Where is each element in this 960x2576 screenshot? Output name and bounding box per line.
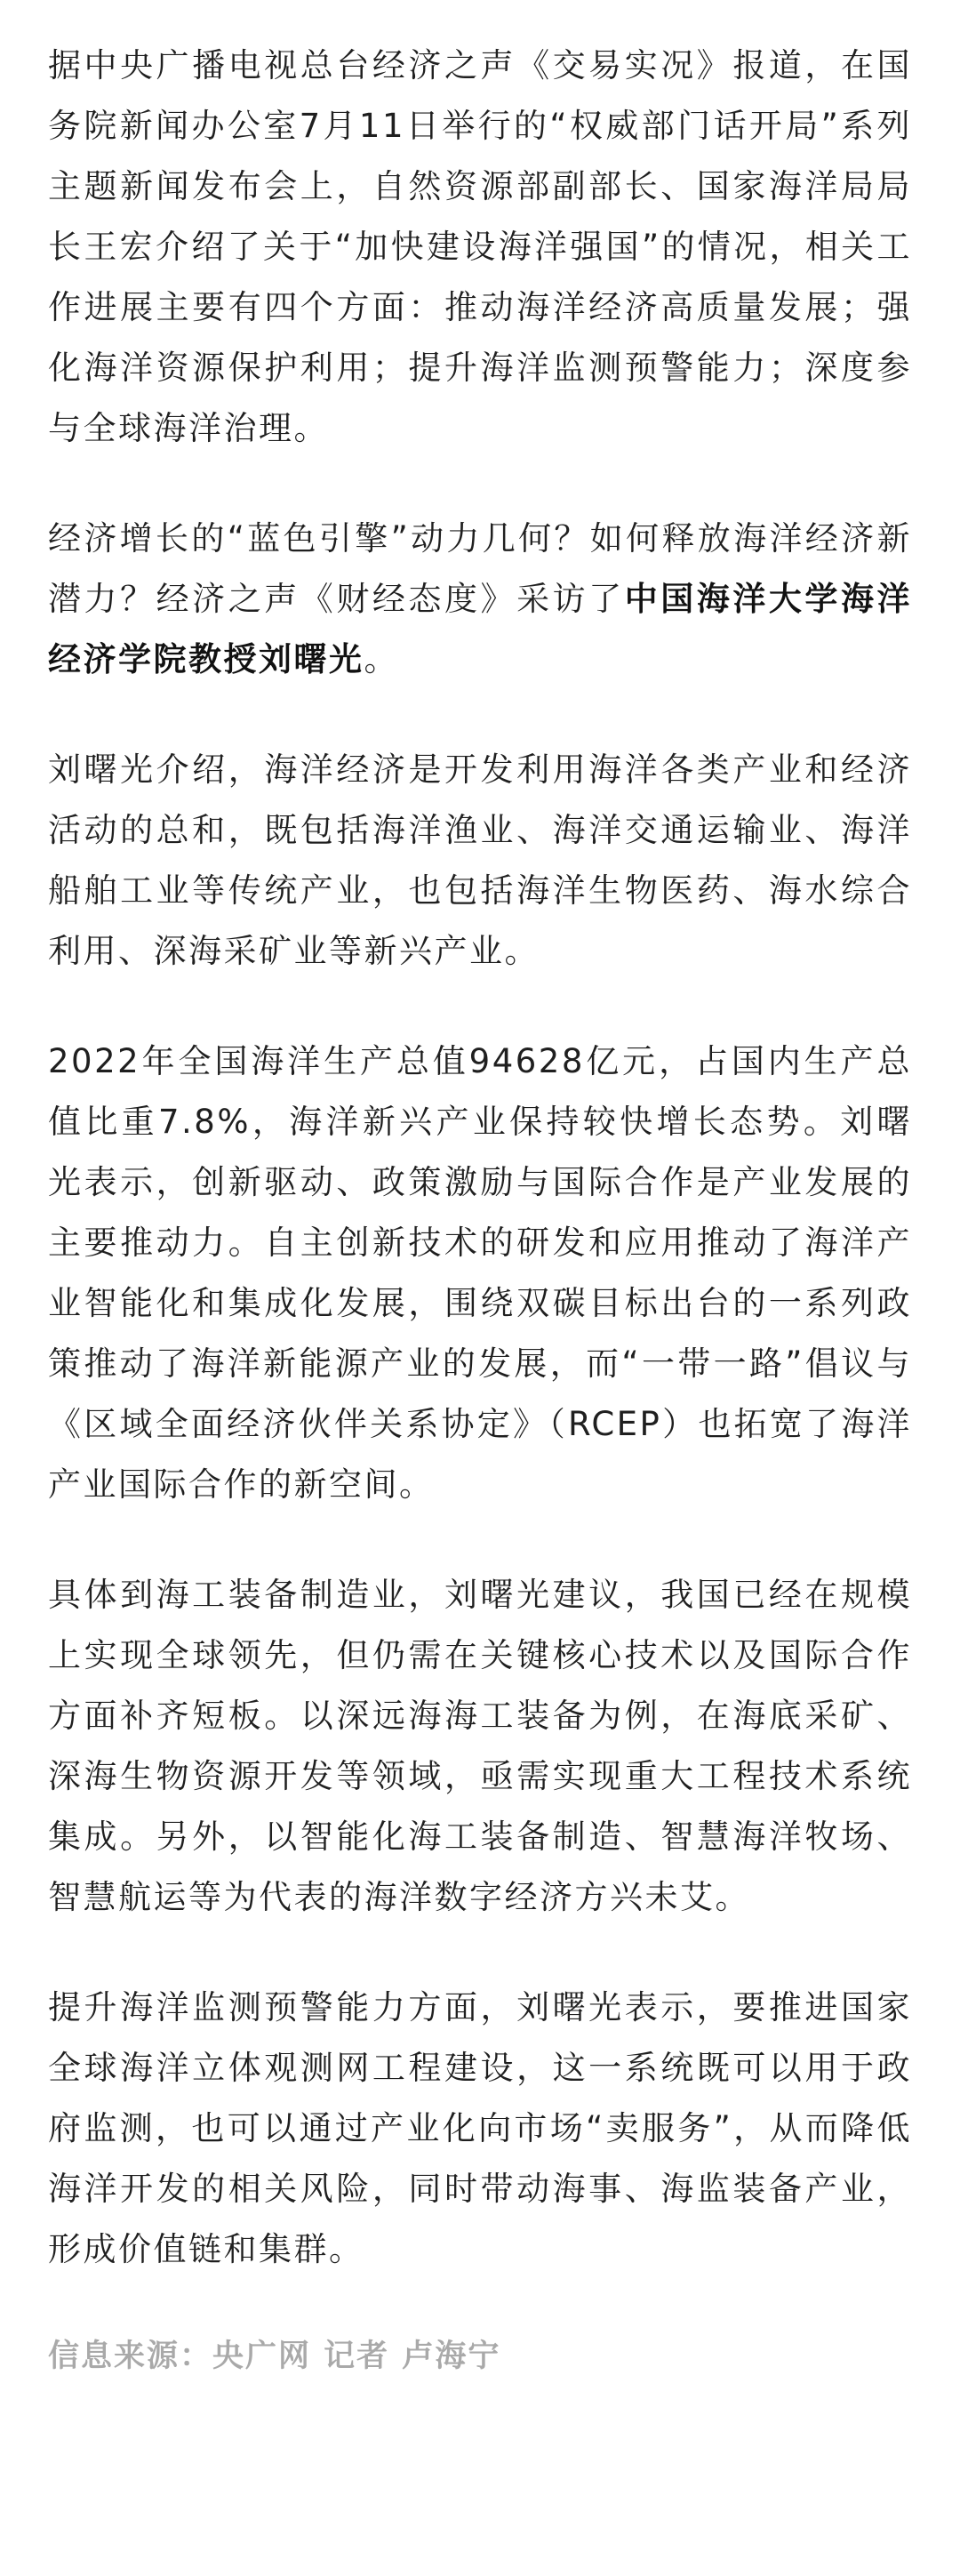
paragraph-interview	[48, 509, 912, 690]
paragraph-intro: 据中央广播电视总台经济之声《交易实况》报道，在国务院新闻办公室7月11日举行的“权威部门话开局”系列主题新闻发布会上，自然资源部副部长、国家海洋局局长王宏介绍了关于“加快建设海洋强国”的情况，相关工作进展主要有四个方面：推动海洋经济高质量发展；强化海洋资源保护利用；提升海洋监测预警能力；深度参与全球海洋治理。	[48, 46, 912, 447]
paragraph-interview-end: 。	[364, 640, 399, 678]
paragraph-equipment: 具体到海工装备制造业，刘曙光建议，我国已经在规模上实现全球领先，但仍需在关键核心技术以及国际合作方面补齐短板。以深远海海工装备为例，在海底采矿、深海生物资源开发等领域，亟需实现重大工程技术系统集成。另外，以智能化海工装备制造、智慧海洋牧场、智慧航运等为代表的海洋数字经济方兴未艾。	[48, 1576, 912, 1916]
paragraph-definition: 刘曙光介绍，海洋经济是开发利用海洋各类产业和经济活动的总和，既包括海洋渔业、海洋交通运输业、海洋船舶工业等传统产业，也包括海洋生物医药、海水综合利用、深海采矿业等新兴产业。	[48, 750, 912, 970]
source-credit: 信息来源：央广网 记者 卢海宁	[48, 2339, 501, 2374]
paragraph-interview-text: 经济增长的“蓝色引擎”动力几何？如何释放海洋经济新潜力？经济之声《财经态度》采访了	[48, 519, 912, 618]
paragraph-monitoring: 提升海洋监测预警能力方面，刘曙光表示，要推进国家全球海洋立体观测网工程建设，这一系统既可以用于政府监测，也可以通过产业化向市场“卖服务”，从而降低海洋开发的相关风险，同时带动海事、海监装备产业，形成价值链和集群。	[48, 1988, 912, 2268]
paragraph-statistics: 2022年全国海洋生产总值94628亿元，占国内生产总值比重7.8%，海洋新兴产业保持较快增长态势。刘曙光表示，创新驱动、政策激励与国际合作是产业发展的主要推动力。自主创新技术的研发和应用推动了海洋产业智能化和集成化发展，围绕双碳目标出台的一系列政策推动了海洋新能源产业的发展，而“一带一路”倡议与《区域全面经济伙伴关系协定》（RCEP）也拓宽了海洋产业国际合作的新空间。	[48, 1042, 912, 1504]
interviewee-highlight: 中国海洋大学海洋经济学院教授刘曙光	[48, 580, 913, 678]
